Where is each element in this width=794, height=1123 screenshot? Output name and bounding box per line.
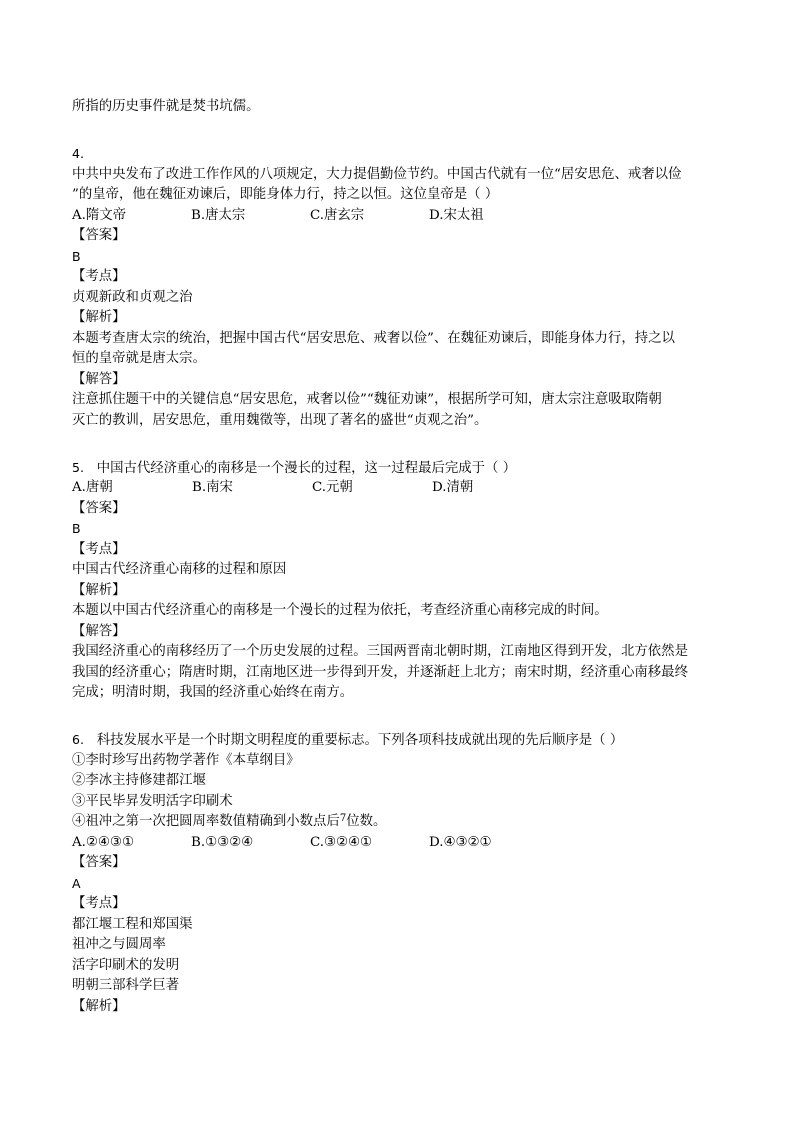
- q6-item-2: ②李冰主持修建都江堰: [72, 773, 206, 788]
- q5-answer: B: [72, 521, 81, 536]
- q6-answer-label: 【答案】: [72, 855, 126, 870]
- q4-point-1: 贞观新政和贞观之治: [72, 289, 193, 305]
- q4-analysis-label: 【解析】: [72, 310, 126, 325]
- q6-option-c: C.③②④①: [310, 834, 373, 850]
- q5-stem-line: [72, 458, 722, 479]
- document-page: [72, 97, 722, 1017]
- q4-analysis-line-2: 恒的皇帝就是唐太宗。: [72, 351, 206, 366]
- q5-solution-line-1: 我国经济重心的南移经历了一个历史发展的过程。三国两晋南北朝时期，江南地区得到开发，北方依然是: [72, 644, 688, 659]
- q5-solution-line-2: 我国的经济重心；隋唐时期，江南地区进一步得到开发，并逐渐赶上北方；南宋时期，经济重心南移最终: [72, 664, 688, 680]
- q4-stem-line-1: 中共中央发布了改进工作作风的八项规定，大力提倡勤俭节约。中国古代就有一位“居安思危、戒奢以俭: [72, 166, 682, 182]
- q6-point-2: 祖冲之与圆周率: [72, 937, 166, 952]
- q5-solution-label: 【解答】: [72, 623, 126, 639]
- q4-point-label: 【考点】: [72, 269, 126, 284]
- q6-stem: 科技发展水平是一个时期文明程度的重要标志。下列各项科技成就出现的先后顺序是（ ）: [96, 733, 624, 748]
- q4-analysis-line-1: 本题考查唐太宗的统治，把握中国古代“居安思危、戒奢以俭”、在魏征劝谏后，即能身体力行，持之以: [72, 330, 675, 346]
- q4-number: 4.: [72, 146, 84, 161]
- q6-answer: A: [72, 875, 81, 891]
- q6-option-b: B.①③②④: [191, 834, 254, 850]
- q6-point-1: 都江堰工程和郑国渠: [72, 916, 193, 932]
- q5-analysis-label: 【解析】: [72, 582, 126, 598]
- q5-solution-line-3: 完成；明清时期，我国的经济重心始终在南方。: [72, 685, 354, 700]
- q6-analysis-label: 【解析】: [72, 998, 126, 1014]
- q6-number: 6.: [72, 732, 84, 747]
- q6-item-4: [72, 812, 722, 833]
- q5-answer-label: 【答案】: [72, 500, 126, 516]
- q6-point-4: 明朝三部科学巨著: [72, 978, 180, 993]
- q4-options: [72, 206, 722, 227]
- q4-answer: B: [72, 248, 81, 264]
- q4-answer-label: 【答案】: [72, 228, 126, 243]
- q4-option-a: A.隋文帝: [72, 207, 127, 223]
- q5-point-1: 中国古代经济重心南移的过程和原因: [72, 562, 287, 577]
- q4-solution-line-2: 灭亡的教训，居安思危，重用魏徵等，出现了著名的盛世“贞观之治”。: [72, 412, 488, 428]
- intro-line: 所指的历史事件就是焚书坑儒。: [72, 99, 260, 114]
- q5-option-b: B.南宋: [192, 480, 233, 495]
- q5-stem: 中国古代经济重心的南移是一个漫长的过程，这一过程最后完成于（ ）: [96, 460, 517, 476]
- q6-item-3: ③平民毕昇发明活字印刷术: [72, 793, 233, 809]
- q5-option-a: A.唐朝: [72, 480, 113, 495]
- q5-option-c: C.元朝: [312, 480, 353, 495]
- q6-option-a: A.②④③①: [72, 834, 134, 850]
- q4-stem-line-2: ”的皇帝，他在魏征劝谏后，即能身体力行，持之以恒。这位皇帝是（ ）: [72, 187, 499, 202]
- q6-point-3: 活字印刷术的发明: [72, 957, 180, 973]
- q6-stem-line: [72, 730, 722, 751]
- q6-item-1: ①李时珍写出药物学著作《本草纲目》: [72, 752, 300, 768]
- q6-item-4-text: ④祖冲之第一次把圆周率数值精确到小数点后: [72, 814, 340, 829]
- q5-option-d: D.清朝: [432, 480, 474, 495]
- q6-option-d: D.④③②①: [429, 834, 492, 850]
- q6-options: [72, 833, 722, 854]
- q5-options: [72, 478, 722, 499]
- q5-analysis-line-1: 本题以中国古代经济重心的南移是一个漫长的过程为依托，考查经济重心南移完成的时间。: [72, 603, 608, 618]
- q4-solution-line-1: 注意抓住题干中的关键信息“居安思危，戒奢以俭”“魏征劝谏”，根据所学可知，唐太宗注意吸取隋朝: [72, 392, 662, 407]
- q5-point-label: 【考点】: [72, 541, 126, 557]
- q6-point-label: 【考点】: [72, 896, 126, 911]
- q4-option-b: B.唐太宗: [191, 207, 246, 223]
- q4-option-d: D.宋太祖: [429, 207, 484, 223]
- q6-item-4-superscript: 7: [339, 813, 347, 824]
- q4-solution-label: 【解答】: [72, 371, 126, 387]
- q4-option-c: C.唐玄宗: [310, 207, 365, 223]
- q6-item-4-end: 位数。: [346, 814, 387, 829]
- q5-number: 5.: [72, 459, 84, 475]
